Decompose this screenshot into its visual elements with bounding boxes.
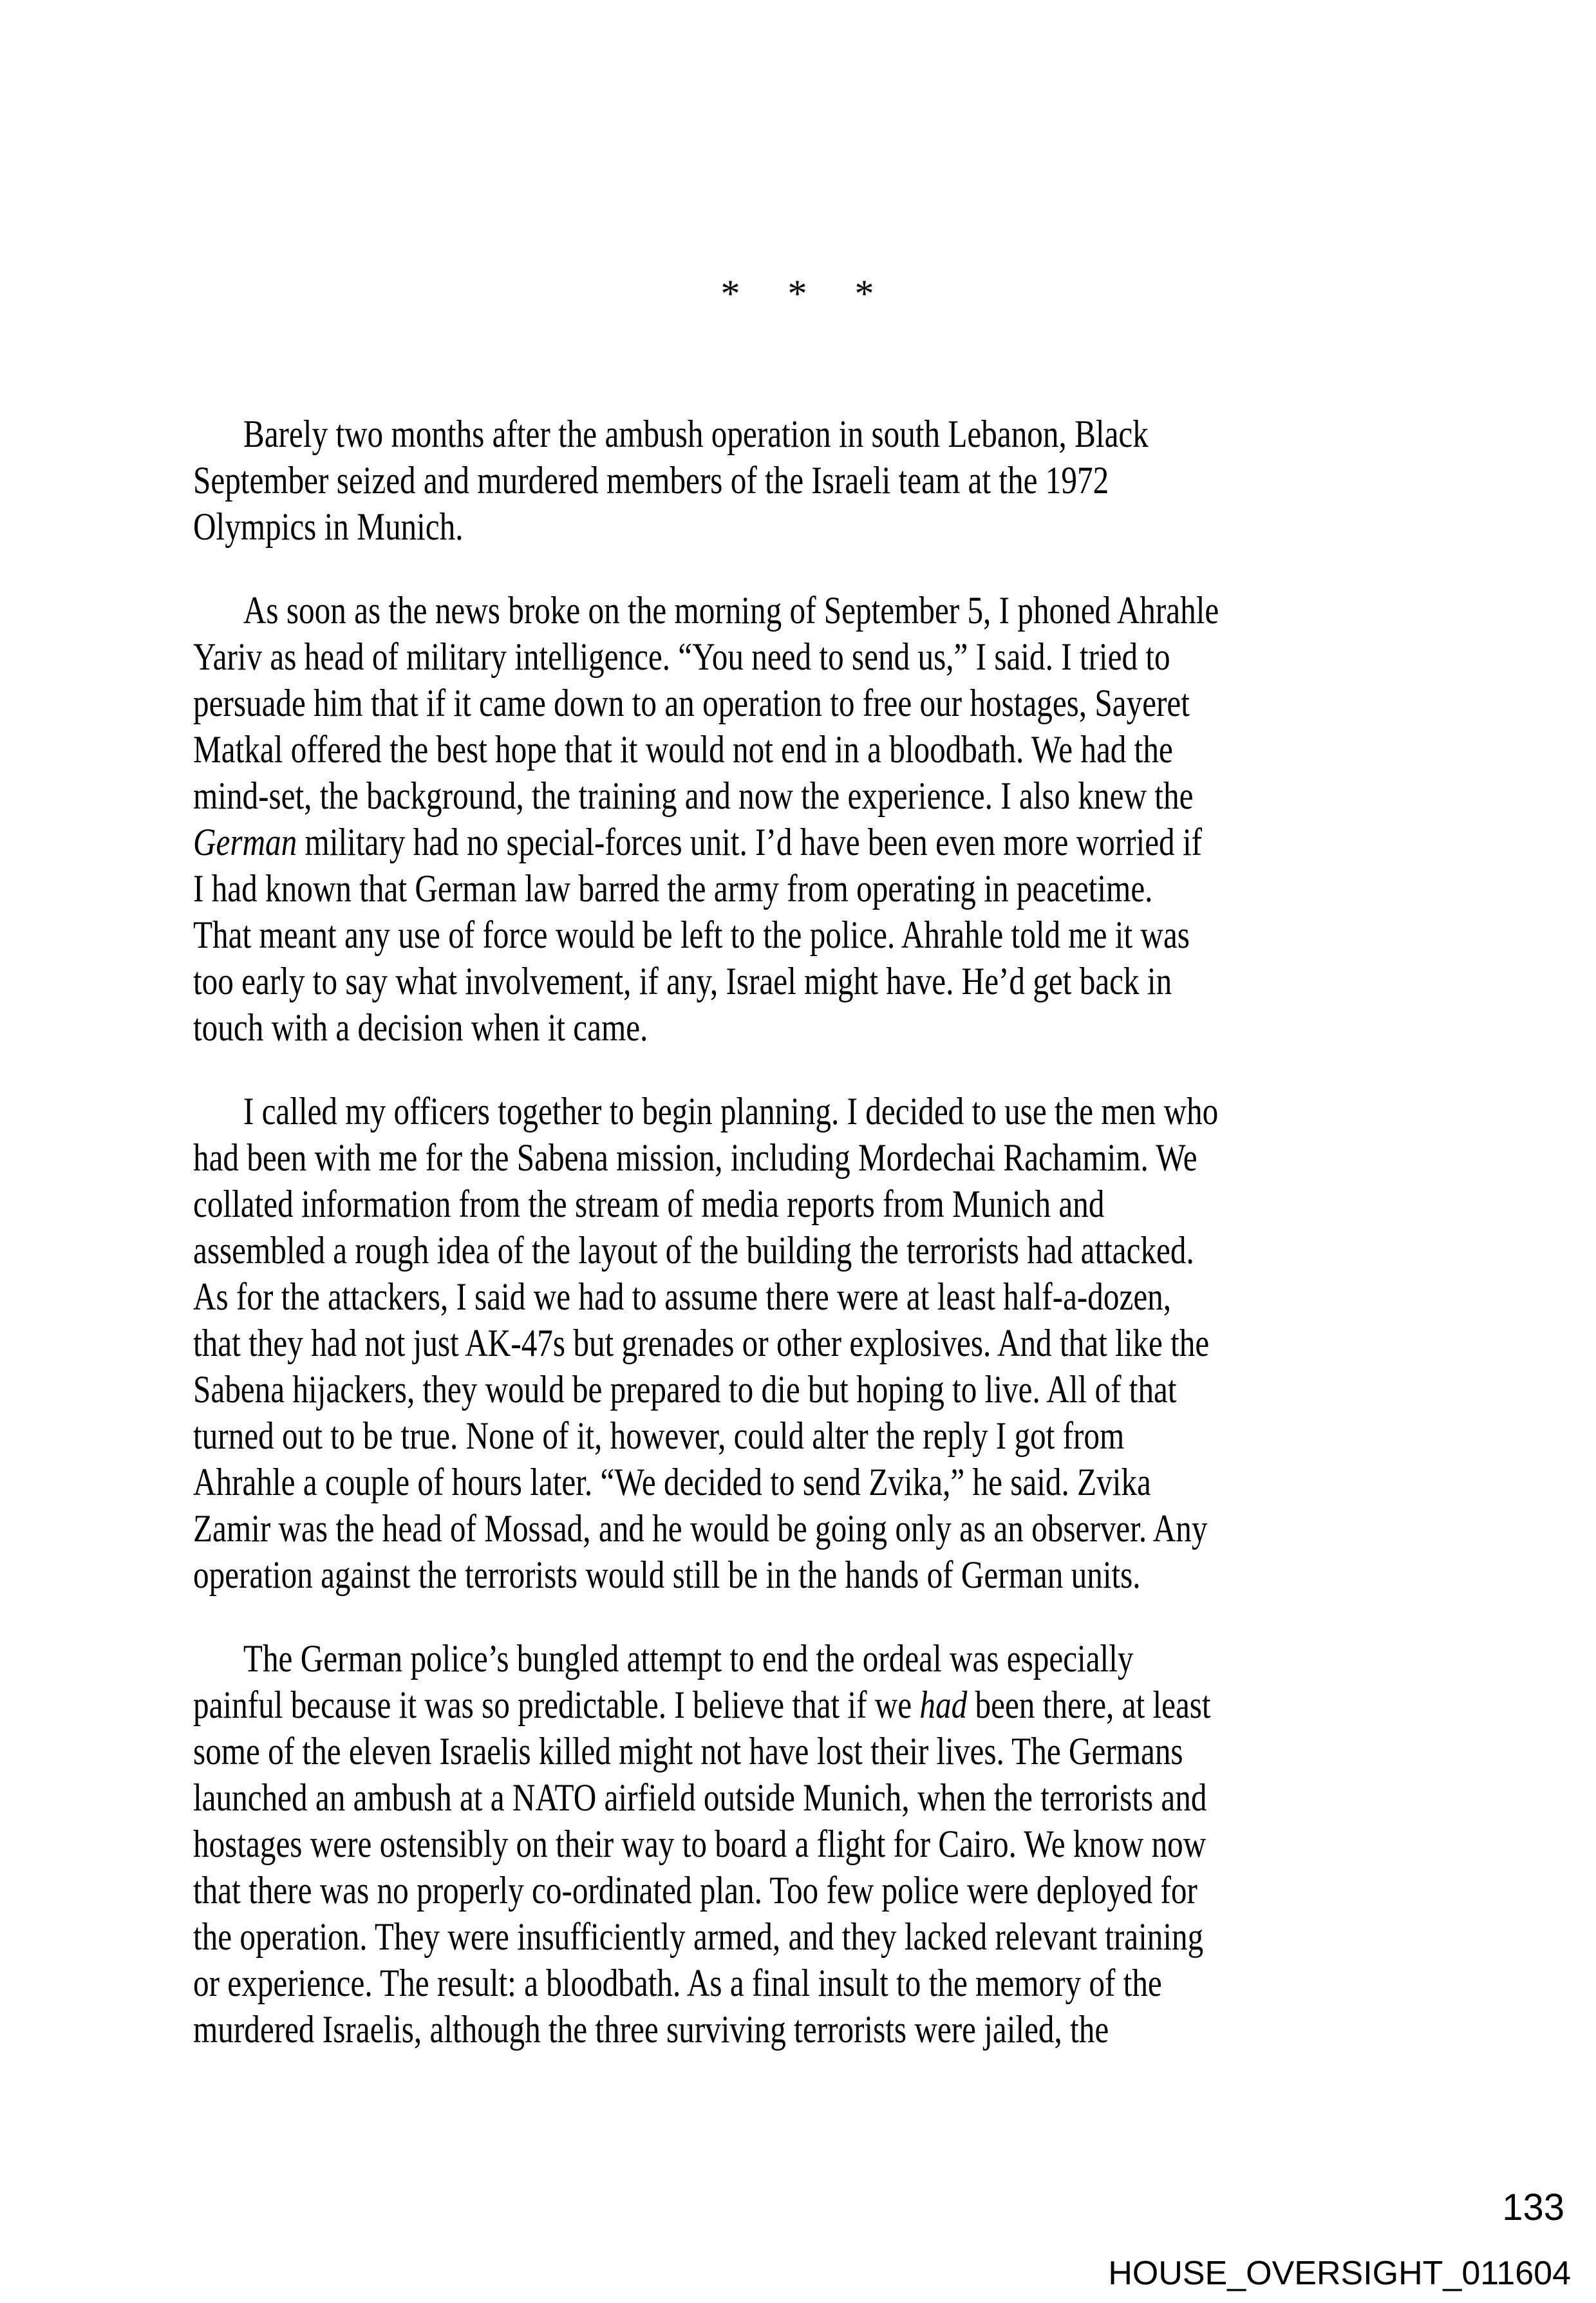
body-text [193,411,1439,2053]
body-paragraph: The German police’s bungled attempt to end the ordeal was especially painful because it was so predictable. I believe that if we had been there, at least some of the eleven Israelis killed might not have lost their lives. The Germans launched an ambush at a NATO airfield outside Munich, when the terrorists and hostages were ostensibly on their way to board a flight for Cairo. We know now that there was no properly co-ordinated plan. Too few police were deployed for the operation. They were insufficiently armed, and they lacked relevant training or experience. The result: a bloodbath. As a final insult to the memory of the murdered Israelis, although the three surviving terrorists were jailed, the [193,1637,1211,2051]
body-paragraph: As soon as the news broke on the morning of September 5, I phoned Ahrahle Yariv as head of military intelligence. “You need to send us,” I said. I tried to persuade him that if it came down to an operation to free our hostages, Sayeret Matkal offered the best hope that it would not end in a bloodbath. We had the mind-set, the background, the training and now the experience. I also knew the German military had no special-forces unit. I’d have been even more worried if I had known that German law barred the army from operating in peacetime. That meant any use of force would be left to the police. Ahrahle told me it was too early to say what involvement, if any, Israel might have. He’d get back in touch with a decision when it came. [193,589,1219,1049]
body-paragraph: I called my officers together to begin planning. I decided to use the men who had been with me for the Sabena mission, including Mordechai Rachamim. We collated information from the stream of media reports from Munich and assembled a rough idea of the layout of the building the terrorists had attacked. As for the attackers, I said we had to assume there were at least half-a-dozen, that they had not just AK-47s but grenades or other explosives. And that like the Sabena hijackers, they would be prepared to die but hoping to live. All of that turned out to be true. None of it, however, could alter the reply I got from Ahrahle a couple of hours later. “We decided to send Zvika,” he said. Zvika Zamir was the head of Mossad, and he would be going only as an observer. Any operation against the terrorists would still be in the hands of German units. [193,1090,1219,1596]
section-break-asterisks: * * * [720,272,876,315]
bates-number: HOUSE_OVERSIGHT_011604 [1108,2255,1571,2292]
page-number: 133 [1502,2186,1564,2228]
body-paragraph: Barely two months after the ambush operation in south Lebanon, Black September seized and murdered members of the Israeli team at the 1972 Olympics in Munich. [193,413,1149,548]
